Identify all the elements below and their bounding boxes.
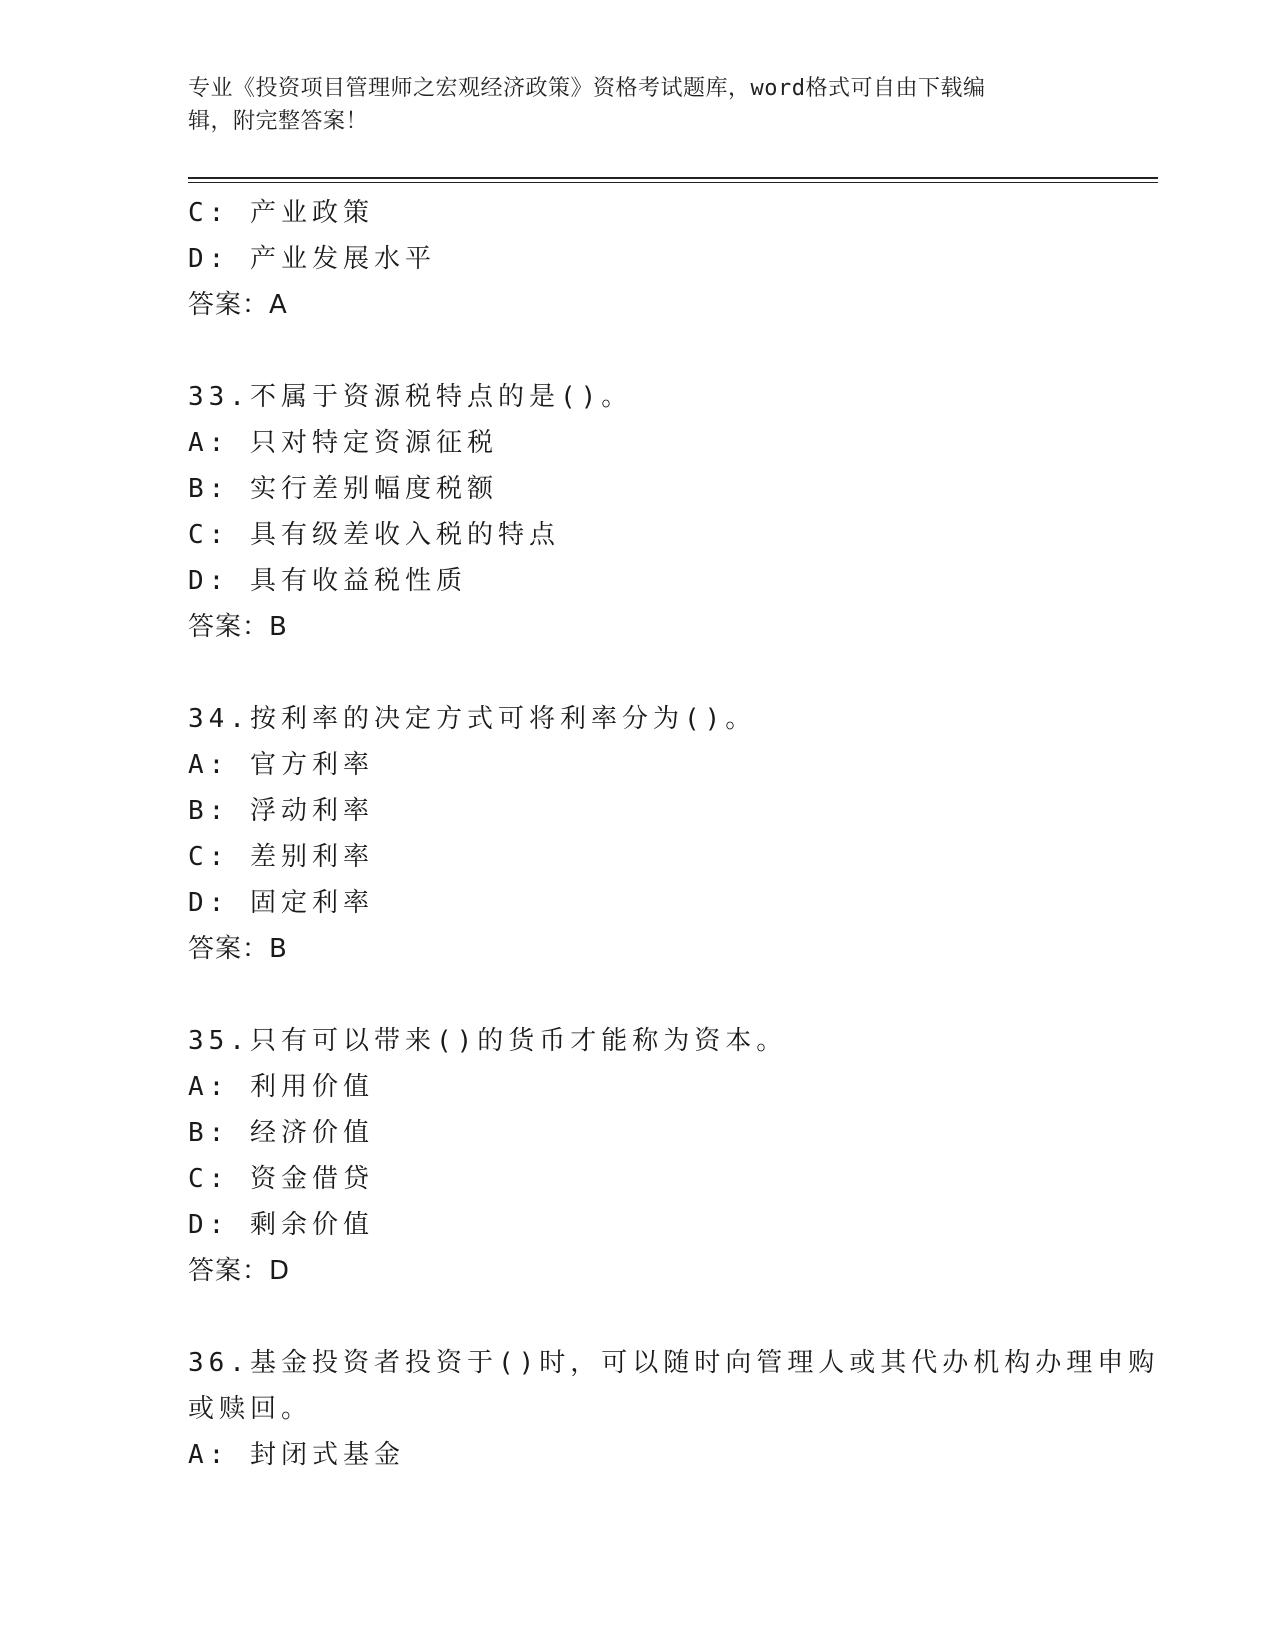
question-list (188, 190, 1160, 1478)
question-block-35 (188, 1018, 1088, 1294)
answer-label: 答案：A (188, 290, 288, 320)
option-d: D: 固定利率 (188, 888, 374, 918)
header-line-2: 辑，附完整答案！ (188, 109, 369, 134)
option-a: A: 封闭式基金 (188, 1440, 405, 1470)
option-c: C: 差别利率 (188, 842, 374, 872)
answer-label: 答案：B (188, 934, 288, 964)
option-d: D: 剩余价值 (188, 1210, 374, 1240)
option-a: A: 利用价值 (188, 1072, 374, 1102)
question-text-line-2: 或赎回。 (188, 1394, 313, 1424)
option-b: B: 浮动利率 (188, 796, 374, 826)
option-b: B: 实行差别幅度税额 (188, 474, 498, 504)
question-block-34 (188, 696, 1088, 972)
question-block-33 (188, 374, 1088, 650)
question-block-36 (188, 1340, 1160, 1478)
question-text: 34.按利率的决定方式可将利率分为()。 (188, 704, 757, 734)
question-text-line-1: 36.基金投资者投资于()时，可以随时向管理人或其代办机构办理申购 (188, 1348, 1160, 1378)
answer-label: 答案：B (188, 612, 288, 642)
header-rule-thin (188, 182, 1158, 183)
option-b: B: 经济价值 (188, 1118, 374, 1148)
option-d: D: 产业发展水平 (188, 244, 436, 274)
option-a: A: 官方利率 (188, 750, 374, 780)
option-c: C: 资金借贷 (188, 1164, 374, 1194)
question-block-32 (188, 190, 1088, 328)
header-line-1: 专业《投资项目管理师之宏观经济政策》资格考试题库，word格式可自由下载编 (188, 76, 986, 101)
option-d: D: 具有收益税性质 (188, 566, 467, 596)
document-header (188, 72, 1088, 138)
option-c: C: 产业政策 (188, 198, 374, 228)
answer-label: 答案：D (188, 1256, 291, 1286)
header-rule-thick (188, 177, 1158, 179)
question-text: 33.不属于资源税特点的是()。 (188, 382, 633, 412)
option-a: A: 只对特定资源征税 (188, 428, 498, 458)
question-text: 35.只有可以带来()的货币才能称为资本。 (188, 1026, 788, 1056)
option-c: C: 具有级差收入税的特点 (188, 520, 560, 550)
